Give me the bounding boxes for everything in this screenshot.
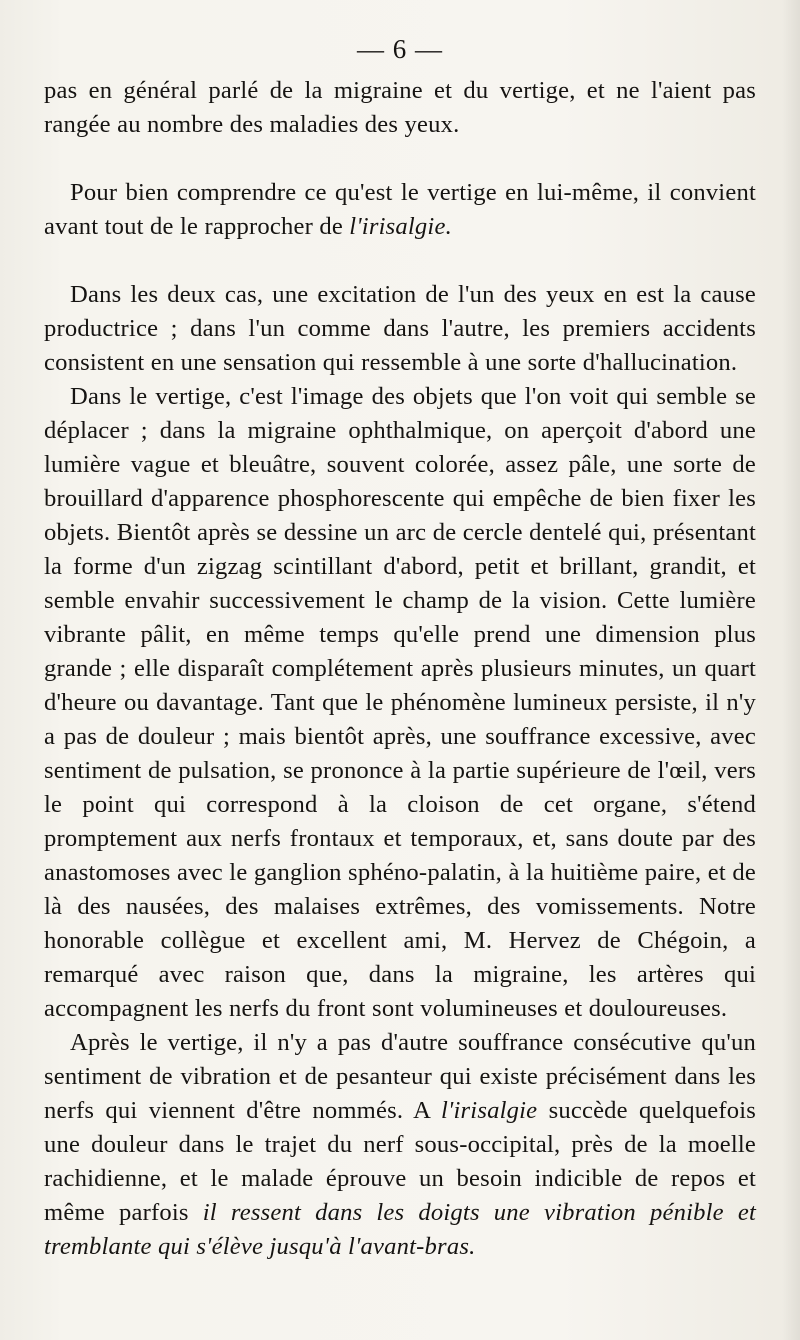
paragraph-5-italic-term: l'irisalgie [441,1097,538,1124]
paragraph-4 [44,380,756,1026]
paragraph-3 [44,278,756,380]
paragraph-5-text-b: succède quelquefois une douleur dans le trajet du nerf sous-occipital, près de la moelle rachidienne, et le malade éprouve un besoin indicible de repos et même parfois [44,1097,757,1226]
paragraph-1 [44,74,756,142]
page-text [44,74,756,1264]
paragraph-4-text: Dans le vertige, c'est l'image des objets que l'on voit qui semble se déplacer ; dans la migraine ophthalmique, on aperçoit d'abord une lumière vague et bleuâtre, souvent colorée, assez pâle, une sorte de brouillard d'apparence phosphorescente qui empêche de bien fixer les objets. Bientôt après se dessine un arc de cercle dentelé qui, présentant la forme d'un zigzag scintillant d'abord, petit et brillant, grandit, et semble envahir successivement le champ de la vision. Cette lumière vibrante pâlit, en même temps qu'elle prend une dimension plus grande ; elle disparaît complétement après plusieurs minutes, un quart d'heure ou davantage. Tant que le phénomène lumineux persiste, il n'y a pas de douleur ; mais bientôt après, une souffrance excessive, avec sentiment de pulsation, se prononce à la partie supérieure de l'œil, vers le point qui correspond à la cloison de cet organe, s'étend promptement aux nerfs frontaux et temporaux, et, sans doute par des anastomoses avec le ganglion sphéno-palatin, à la huitième paire, et de là des nausées, des malaises extrêmes, des vomissements. Notre honorable collègue et excellent ami, M. Hervez de Chégoin, a remarqué avec raison que, dans la migraine, les artères qui accompagnent les nerfs du front sont volumineuses et douloureuses. [44,383,756,1022]
page-number: — 6 — [357,34,443,64]
paragraph-1-text: pas en général parlé de la migraine et du vertige, et ne l'aient pas rangée au nombre des maladies des yeux. [44,77,756,138]
paragraph-5-italic-quote: il ressent dans les doigts une vibration pénible et tremblante qui s'élève jusqu'à l'avant-bras. [44,1199,756,1260]
page-edge-shadow [782,0,800,1340]
paragraph-5 [44,1026,756,1264]
paragraph-2-text: Pour bien comprendre ce qu'est le vertige en lui-même, il convient avant tout de le rapprocher de [44,179,756,240]
paragraph-2-italic-term: l'irisalgie. [349,213,452,240]
paragraph-2 [44,176,756,244]
paragraph-5-text-a: Après le vertige, il n'y a pas d'autre souffrance consécutive qu'un sentiment de vibration et de pesanteur qui existe précisément dans les nerfs qui viennent d'être nommés. A [44,1029,756,1124]
paragraph-3-text: Dans les deux cas, une excitation de l'un des yeux en est la cause productrice ; dans l'un comme dans l'autre, les premiers accidents consistent en une sensation qui ressemble à une sorte d'hallucination. [44,281,756,376]
